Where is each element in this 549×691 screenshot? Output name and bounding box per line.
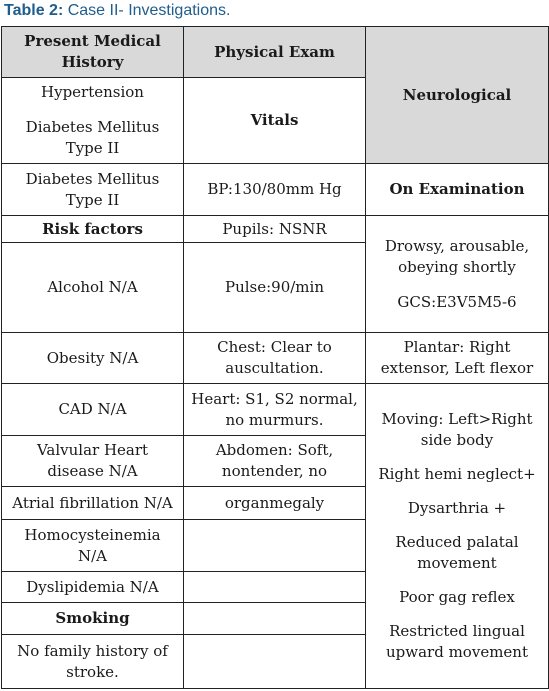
- history-risk-factors: Risk factors: [2, 216, 184, 243]
- exam-empty-cell: [184, 520, 366, 572]
- neuro-on-examination: On Examination: [366, 164, 549, 216]
- caption-text: Case II- Investigations.: [63, 2, 231, 19]
- exam-empty-cell: [184, 572, 366, 603]
- neuro-gcs: GCS:E3V5M5-6: [397, 292, 517, 311]
- table-caption: [4, 0, 230, 22]
- neuro-finding: Restricted lingual upward movement: [386, 622, 528, 661]
- history-atrial-fibrillation: Atrial fibrillation N/A: [2, 487, 184, 520]
- exam-bp: BP:130/80mm Hg: [184, 164, 366, 216]
- table-row: [2, 333, 549, 384]
- table-row: [2, 164, 549, 216]
- history-family: No family history of stroke.: [2, 635, 184, 689]
- header-present-medical-history: Present Medical History: [2, 27, 184, 78]
- neuro-drowsy: Drowsy, arousable, obeying shortly: [384, 236, 530, 276]
- exam-empty-cell: [184, 635, 366, 689]
- table-row: [2, 27, 549, 78]
- neuro-findings: [366, 384, 549, 689]
- header-neurological: Neurological: [366, 27, 549, 164]
- caption-label: Table 2:: [4, 2, 64, 19]
- exam-empty-cell: [184, 603, 366, 635]
- neuro-plantar: Plantar: Right extensor, Left flexor: [366, 333, 549, 384]
- exam-heart: Heart: S1, S2 normal, no murmurs.: [184, 384, 366, 436]
- table-row: [2, 216, 549, 243]
- neuro-cell-drowsy-gcs: [366, 216, 549, 333]
- history-diabetes: Diabetes Mellitus Type II: [25, 118, 160, 157]
- exam-chest: Chest: Clear to auscultation.: [184, 333, 366, 384]
- exam-organmegaly: organmegaly: [184, 487, 366, 520]
- history-cad: CAD N/A: [2, 384, 184, 436]
- header-physical-exam: Physical Exam: [184, 27, 366, 78]
- history-dyslipidemia: Dyslipidemia N/A: [2, 572, 184, 603]
- history-homocysteinemia: Homocysteinemia N/A: [2, 520, 184, 572]
- neuro-finding: Reduced palatal movement: [395, 533, 519, 572]
- neuro-finding: Poor gag reflex: [399, 588, 515, 606]
- history-diabetes-2: Diabetes Mellitus Type II: [2, 164, 184, 216]
- exam-abdomen: Abdomen: Soft, nontender, no: [184, 436, 366, 487]
- exam-pulse: Pulse:90/min: [184, 243, 366, 333]
- history-hypertension: Hypertension: [41, 83, 144, 101]
- history-smoking: Smoking: [2, 603, 184, 635]
- history-valvular: Valvular Heart disease N/A: [2, 436, 184, 487]
- neuro-finding: Dysarthria +: [407, 499, 507, 517]
- table-row: [2, 384, 549, 436]
- history-cell-hypertension-diabetes: [2, 78, 184, 164]
- exam-vitals: Vitals: [184, 78, 366, 164]
- neuro-finding: Right hemi neglect+: [378, 465, 536, 483]
- neuro-finding: Moving: Left>Right side body: [381, 410, 533, 449]
- history-alcohol: Alcohol N/A: [2, 243, 184, 333]
- exam-pupils: Pupils: NSNR: [184, 216, 366, 243]
- history-obesity: Obesity N/A: [2, 333, 184, 384]
- investigations-table: [1, 26, 549, 689]
